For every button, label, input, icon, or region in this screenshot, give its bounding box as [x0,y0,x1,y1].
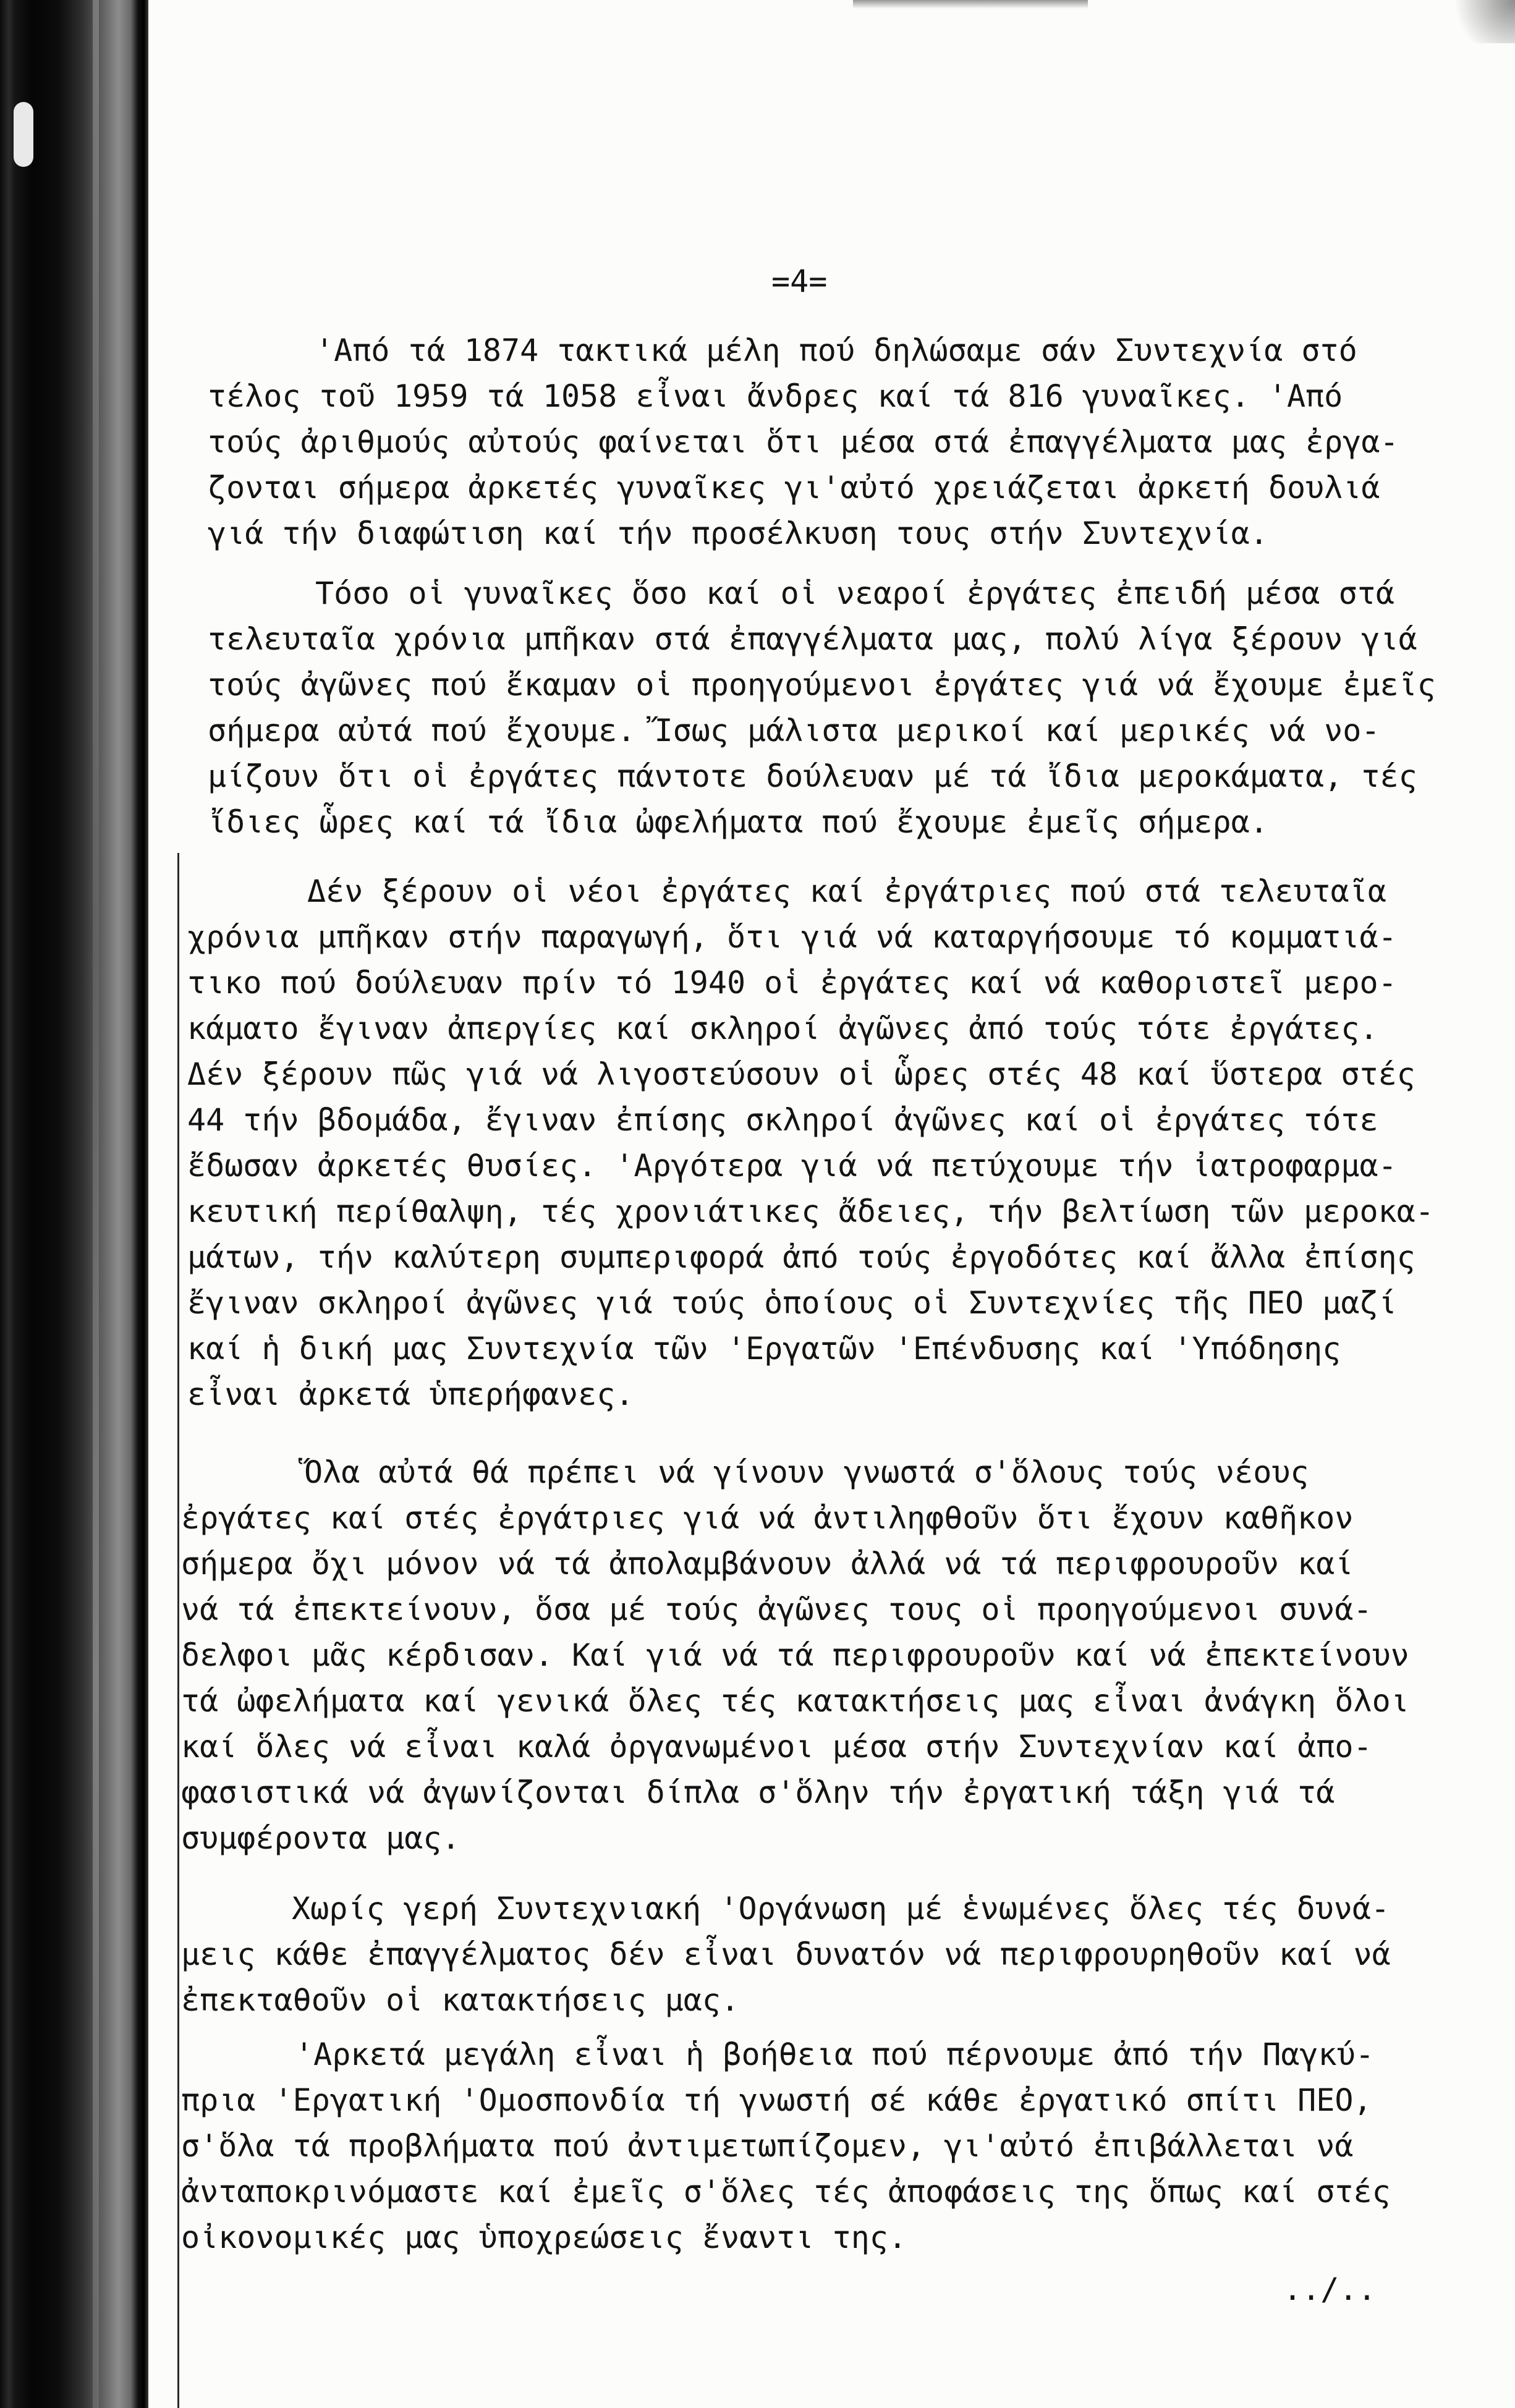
text-line: ζονται σήμερα ἀρκετές γυναῖκες γι'αὐτό χρειάζεται ἀρκετή δουλιά [208,470,1380,506]
text-line: Δέν ξέρουν πῶς γιά νά λιγοστεύσουν οἱ ὧρες στές 48 καί ὕστερα στές [187,1056,1415,1092]
text-line: εἶναι ἀρκετά ὑπερήφανες. [187,1376,634,1412]
text-line: Τόσο οἱ γυναῖκες ὅσο καί οἱ νεαροί ἐργάτες ἐπειδή μέσα στά [315,575,1394,611]
margin-rule [177,853,179,2408]
paragraph [187,868,1434,1417]
page-number: =4= [771,263,828,299]
text-line: νά τά ἐπεκτείνουν, ὅσα μέ τούς ἀγῶνες τους οἱ προηγούμενοι συνά- [181,1592,1372,1627]
text-line: τούς ἀγῶνες πού ἔκαμαν οἱ προηγούμενοι ἐργάτες γιά νά ἔχουμε ἐμεῖς [208,667,1436,703]
paragraph [181,2032,1391,2260]
text-line: τούς ἀριθμούς αὐτούς φαίνεται ὅτι μέσα στά ἐπαγγέλματα μας ἐργα- [208,424,1399,460]
paragraph [208,328,1399,556]
text-line: ἔγιναν σκληροί ἀγῶνες γιά τούς ὁποίους οἱ Συντεχνίες τῆς ΠΕΟ μαζί [187,1285,1397,1321]
text-line: Δέν ξέρουν οἱ νέοι ἐργάτες καί ἐργάτριες πού στά τελευταῖα [307,873,1386,909]
text-line: ἐργάτες καί στές ἐργάτριες γιά νά ἀντιληφθοῦν ὅτι ἔχουν καθῆκον [181,1500,1354,1536]
text-line: οἰκονομικές μας ὑποχρεώσεις ἔναντι της. [181,2219,907,2255]
text-line: κάματο ἔγιναν ἀπεργίες καί σκληροί ἀγῶνες ἀπό τούς τότε ἐργάτες. [187,1011,1378,1046]
text-line: πρια 'Εργατική 'Ομοσπονδία τή γνωστή σέ κάθε ἐργατικό σπίτι ΠΕΟ, [181,2082,1372,2118]
text-line: τέλος τοῦ 1959 τά 1058 εἶναι ἄνδρες καί τά 816 γυναῖκες. 'Από [208,378,1343,414]
text-line: καί ἡ δική μας Συντεχνία τῶν 'Εργατῶν 'Επένδυσης καί 'Υπόδησης [187,1331,1341,1367]
text-line: ἀνταποκρινόμαστε καί ἐμεῖς σ'ὅλες τές ἀποφάσεις της ὅπως καί στές [181,2174,1391,2210]
text-line: τά ὠφελήματα καί γενικά ὅλες τές κατακτήσεις μας εἶναι ἀνάγκη ὅλοι [181,1683,1409,1719]
paragraph [208,570,1436,845]
text-line: κευτική περίθαλψη, τές χρονιάτικες ἄδειες, τήν βελτίωση τῶν μεροκα- [187,1193,1434,1229]
text-line: 'Αρκετά μεγάλη εἶναι ἡ βοήθεια πού πέρνουμε ἀπό τήν Παγκύ- [295,2037,1374,2072]
text-line: τικο πού δούλευαν πρίν τό 1940 οἱ ἐργάτες καί νά καθοριστεῖ μερο- [187,965,1397,1001]
scan-shadow-corner [1440,0,1515,43]
text-line: μεις κάθε ἐπαγγέλματος δέν εἶναι δυνατόν νά περιφρουρηθοῦν καί νά [181,1936,1391,1972]
binding-shadow [0,0,148,2408]
text-line: μάτων, τήν καλύτερη συμπεριφορά ἀπό τούς ἐργοδότες καί ἄλλα ἐπίσης [187,1239,1415,1275]
text-line: ἴδιες ὧρες καί τά ἴδια ὠφελήματα πού ἔχουμε ἐμεῖς σήμερα. [208,804,1268,840]
scan-shadow-top [853,0,1088,9]
text-line: φασιστικά νά ἀγωνίζονται δίπλα σ'ὅλην τήν ἐργατική τάξη γιά τά [181,1774,1335,1810]
paragraph [181,1886,1391,2023]
text-line: 'Από τά 1874 τακτικά μέλη πού δηλώσαμε σάν Συντεχνία στό [315,333,1357,368]
text-line: Ὅλα αὐτά θά πρέπει νά γίνουν γνωστά σ'ὅλους τούς νέους [304,1454,1309,1490]
text-line: 44 τήν βδομάδα, ἔγιναν ἐπίσης σκληροί ἀγῶνες καί οἱ ἐργάτες τότε [187,1102,1378,1138]
text-line: γιά τήν διαφώτιση καί τήν προσέλκυση τους στήν Συντεχνία. [208,515,1268,551]
punch-hole [14,102,33,167]
text-line: σ'ὅλα τά προβλήματα πού ἀντιμετωπίζομεν, γι'αὐτό ἐπιβάλλεται νά [181,2128,1354,2164]
text-line: ἔδωσαν ἀρκετές θυσίες. 'Αργότερα γιά νά πετύχουμε τήν ἰατροφαρμα- [187,1148,1397,1184]
text-line: καί ὅλες νά εἶναι καλά ὀργανωμένοι μέσα στήν Συντεχνίαν καί ἀπο- [181,1729,1372,1765]
text-line: χρόνια μπῆκαν στήν παραγωγή, ὅτι γιά νά καταργήσουμε τό κομματιά- [187,919,1397,955]
text-line: τελευταῖα χρόνια μπῆκαν στά ἐπαγγέλματα μας, πολύ λίγα ξέρουν γιά [208,621,1417,657]
text-line: Χωρίς γερή Συντεχνιακή 'Οργάνωση μέ ἑνωμένες ὅλες τές δυνά- [292,1891,1390,1927]
text-line: δελφοι μᾶς κέρδισαν. Καί γιά νά τά περιφρουροῦν καί νά ἐπεκτείνουν [181,1637,1409,1673]
continuation-mark: ../.. [1283,2271,1377,2307]
text-line: σήμερα αὐτά πού ἔχουμε. Ἴσως μάλιστα μερικοί καί μερικές νά νο- [208,713,1380,748]
text-line: ἐπεκταθοῦν οἱ κατακτήσεις μας. [181,1982,740,2018]
text-line: σήμερα ὄχι μόνον νά τά ἀπολαμβάνουν ἀλλά νά τά περιφρουροῦν καί [181,1546,1354,1582]
text-line: μίζουν ὅτι οἱ ἐργάτες πάντοτε δούλευαν μέ τά ἴδια μεροκάματα, τές [208,758,1417,794]
scan-streak [93,0,99,2408]
paragraph [181,1449,1409,1861]
text-line: συμφέροντα μας. [181,1820,460,1856]
